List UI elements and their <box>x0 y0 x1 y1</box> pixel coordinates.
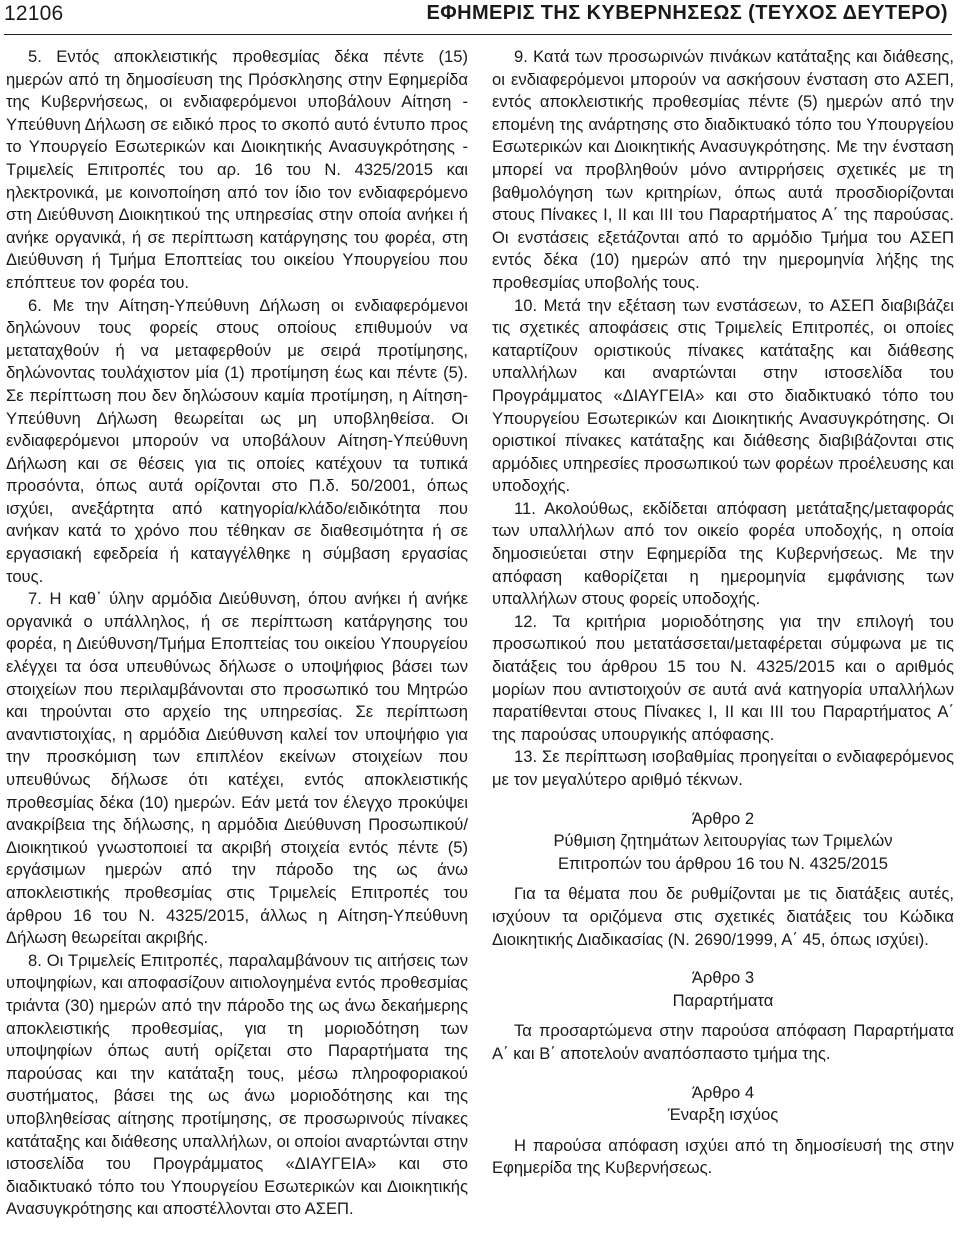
paragraph-5: 5. Εντός αποκλειστικής προθεσμίας δέκα πέντε (15) ημερών από τη δημοσίευση της Πρόσκλησης στην Εφημερίδα της Κυβερνήσεως, οι ενδιαφερόμενοι υποβάλουν Αίτηση - Υπεύθυνη Δήλωση σε ειδικό προς το σκοπό αυτό έντυπο προς το Υπουργείο Εσωτερικών και Διοικητικής Ανασυγκρότησης - Τριμελείς Επιτροπές του αρ. 16 του Ν. 4325/2015 και ηλεκτρονικά, με κοινοποίηση από τον ίδιο τον ενδιαφερόμενο στη Διεύθυνση Διοικητικού της υπηρεσίας στην οποία ανήκει ή ανήκε οργανικά, ή σε περίπτωση κατάργησης του φορέα, στη Διεύθυνση ή Τμήμα Εποπτείας του οικείου Υπουργείου που επόπτευε τον φορέα του. <box>6 47 468 292</box>
article-4-title: Έναρξη ισχύος <box>667 1105 779 1125</box>
article-4-number: Άρθρο 4 <box>691 1082 755 1102</box>
article-3-number: Άρθρο 3 <box>691 968 755 988</box>
paragraph-6: 6. Με την Αίτηση-Υπεύθυνη Δήλωση οι ενδιαφερόμενοι δηλώνουν τους φορείς στους οποίους επιθυμούν να μεταταχθούν ή να μεταφερθούν με σειρά προτίμησης, δηλώνοντας τουλάχιστον μία (1) προτίμηση έως και πέντε (5). Σε περίπτωση που δεν δηλώσουν καμία προτίμηση, η Αίτηση-Υπεύθυνη Δήλωση θεωρείται ως μη υποβληθείσα. Οι ενδιαφερόμενοι μπορούν να υποβάλουν Αίτηση-Υπεύθυνη Δήλωση και σε θέσεις για τις οποίες κατέχουν τα τυπικά προσόντα, όπως αυτά ορίζονται στο Π.δ. 50/2001, όπως ισχύει, ανεξάρτητα από κατηγορία/κλάδο/ειδικότητα που ανήκαν κατά το χρόνο που τέθηκαν σε διαθεσιμότητα ή σε εργασιακή εφεδρεία ή καταγγέλθηκε η σύμβαση εργασίας τους. <box>6 295 468 586</box>
article-2-text: Για τα θέματα που δε ρυθμίζονται με τις διατάξεις αυτές, ισχύουν τα οριζόμενα στις σχετικές διατάξεις του Κώδικα Διοικητικής Διαδικασίας (Ν. 2690/1999, Α΄ 45, όπως ισχύει). <box>492 884 954 949</box>
paragraph-13: 13. Σε περίπτωση ισοβαθμίας προηγείται ο ενδιαφερόμενος με τον μεγαλύτερο αριθμό τέκνων. <box>492 747 954 789</box>
page-header <box>4 0 952 35</box>
article-4-text: Η παρούσα απόφαση ισχύει από τη δημοσίευσή της στην Εφημερίδα της Κυβερνήσεως. <box>492 1135 954 1178</box>
paragraph-7: 7. Η καθ᾽ ύλην αρμόδια Διεύθυνση, όπου ανήκει ή ανήκε οργανικά ο υπάλληλος, ή σε περίπτωση κατάργησης του φορέα, η Διεύθυνση/Τμήμα Εποπτείας του οικείου Υπουργείου ελέγχει τα όσα υπευθύνως δήλωσε ο υποψήφιος βάσει των στοιχείων που περιλαμβάνονται στο προσωπικό του Μητρώο και τηρούνται στο αρχείο της υπηρεσίας. Σε περίπτωση αναντιστοιχίας, η αρμόδια Διεύθυνση καλεί τον υποψήφιο για την προσκόμιση των επιπλέον εκείνων στοιχείων που υπευθύνως δήλωσε ότι κατέχει, εντός αποκλειστικής προθεσμίας δέκα (10) ημερών. Εάν μετά τον έλεγχο προκύψει ανακρίβεια της δήλωσης, η αρμόδια Διεύθυνση Προσωπικού/Διοικητικού γνωστοποιεί τα ακριβή στοιχεία εντός πέντε (5) εργάσιμων ημερών από την πάροδο της ως άνω αποκλειστικής προθεσμίας στις Τριμελείς Επιτροπές του άρθρου 16 του Ν. 4325/2015, άλλως η Αίτηση-Υπεύθυνη Δήλωση θεωρείται ακριβής. <box>6 589 468 948</box>
paragraph-9: 9. Κατά των προσωρινών πινάκων κατάταξης και διάθεσης, οι ενδιαφερόμενοι μπορούν να ασκήσουν ένσταση στο ΑΣΕΠ, εντός αποκλειστικής προθεσμίας πέντε (5) ημερών από την επομένη της ανάρτησης στο διαδικτυακό τόπο του Υπουργείου Εσωτερικών και Διοικητικής Ανασυγκρότησης. Με την ένσταση μπορεί να προβληθούν μόνο αντιρρήσεις σχετικές με τη βαθμολόγηση των κριτηρίων, όπως αυτά προσδιορίζονται στους Πίνακες Ι, ΙΙ και ΙΙΙ του Παραρτήματος Α΄ της παρούσας. Οι ενστάσεις εξετάζονται από το αρμόδιο Τμήμα του ΑΣΕΠ εντός δέκα (10) ημερών από την ημερομηνία λήξης της προθεσμίας υποβολής τους. <box>492 47 954 292</box>
article-3-title: Παραρτήματα <box>672 990 774 1010</box>
paragraph-10: 10. Μετά την εξέταση των ενστάσεων, το ΑΣΕΠ διαβιβάζει τις σχετικές αποφάσεις στις Τριμελείς Επιτροπές, οι οποίες καταρτίζουν οριστικούς πίνακες κατάταξης και διάθεσης υπαλλήλων και αναρτώνται στην ιστοσελίδα του Προγράμματος «ΔΙΑΥΓΕΙΑ» και στο διαδικτυακό τόπο του Υπουργείου Εσωτερικών και Διοικητικής Ανασυγκρότησης. Οι οριστικοί πίνακες κατάταξης και διάθεσης διαβιβάζονται στις αρμόδιες υπηρεσίες προσωπικού των φορέων προέλευσης και υποδοχής. <box>492 295 954 496</box>
article-2-title-line2: Επιτροπών του άρθρου 16 του Ν. 4325/2015 <box>557 853 889 873</box>
page-number: 12106 <box>4 2 64 25</box>
article-4-heading <box>492 1082 954 1127</box>
article-3-heading <box>492 967 954 1012</box>
left-column <box>6 46 468 1221</box>
article-2-title-line1: Ρύθμιση ζητημάτων λειτουργίας των Τριμελών <box>553 831 893 851</box>
paragraph-12: 12. Τα κριτήρια μοριοδότησης για την επιλογή του προσωπικού που μετατάσσεται/μεταφέρεται σύμφωνα με τις διατάξεις του άρθρου 15 του Ν. 4325/2015 και ο αριθμός μορίων που αντιστοιχούν σε αυτά ανά κατηγορία υπαλλήλων παρατίθενται στους Πίνακες Ι, ΙΙ και ΙΙΙ του Παραρτήματος Α΄ της παρούσας υπουργικής απόφασης. <box>492 611 954 744</box>
paragraph-8: 8. Οι Τριμελείς Επιτροπές, παραλαμβάνουν τις αιτήσεις των υποψηφίων, και αποφασίζουν αιτιολογημένα εντός προθεσμίας τριάντα (30) ημερών από την πάροδο της ως άνω δεκαήμερης αποκλειστικής προθεσμίας, για τη μοριοδότηση των υποψηφίων όπως αυτή ορίζεται στο Παραρτήματα της παρούσας και την κατάταξη τους, μέσω πληροφοριακού συστήματος, βάσει της ως άνω μοριοδότησης και της υποβληθείσας αίτησης προτίμησης, σε προσωρινούς πίνακες κατάταξης και διάθεσης υπαλλήλων, οι οποίοι αναρτώνται στην ιστοσελίδα του Προγράμματος «ΔΙΑΥΓΕΙΑ» και στο διαδικτυακό τόπο του Υπουργείου Εσωτερικών και Διοικητικής Ανασυγκρότησης και αποστέλλονται στο ΑΣΕΠ. <box>6 950 468 1219</box>
paragraph-11: 11. Ακολούθως, εκδίδεται απόφαση μετάταξης/μεταφοράς των υπαλλήλων από τον οικείο φορέα υποδοχής, η οποία δημοσιεύεται στην Εφημερίδα της Κυβερνήσεως. Με την απόφαση καθορίζεται η ημερομηνία εμφάνισης των υπαλλήλων στους φορείς υποδοχής. <box>492 498 954 609</box>
article-3-text: Τα προσαρτώμενα στην παρούσα απόφαση Παραρτήματα Α΄ και Β΄ αποτελούν αναπόσπαστο τμήμα της. <box>492 1021 954 1063</box>
journal-title: ΕΦΗΜΕΡΙΣ ΤΗΣ ΚΥΒΕΡΝΗΣΕΩΣ (ΤΕΥΧΟΣ ΔΕΥΤΕΡΟ) <box>426 2 948 24</box>
article-2-heading <box>492 808 954 876</box>
right-column <box>492 46 954 1184</box>
article-2-number: Άρθρο 2 <box>691 808 755 828</box>
